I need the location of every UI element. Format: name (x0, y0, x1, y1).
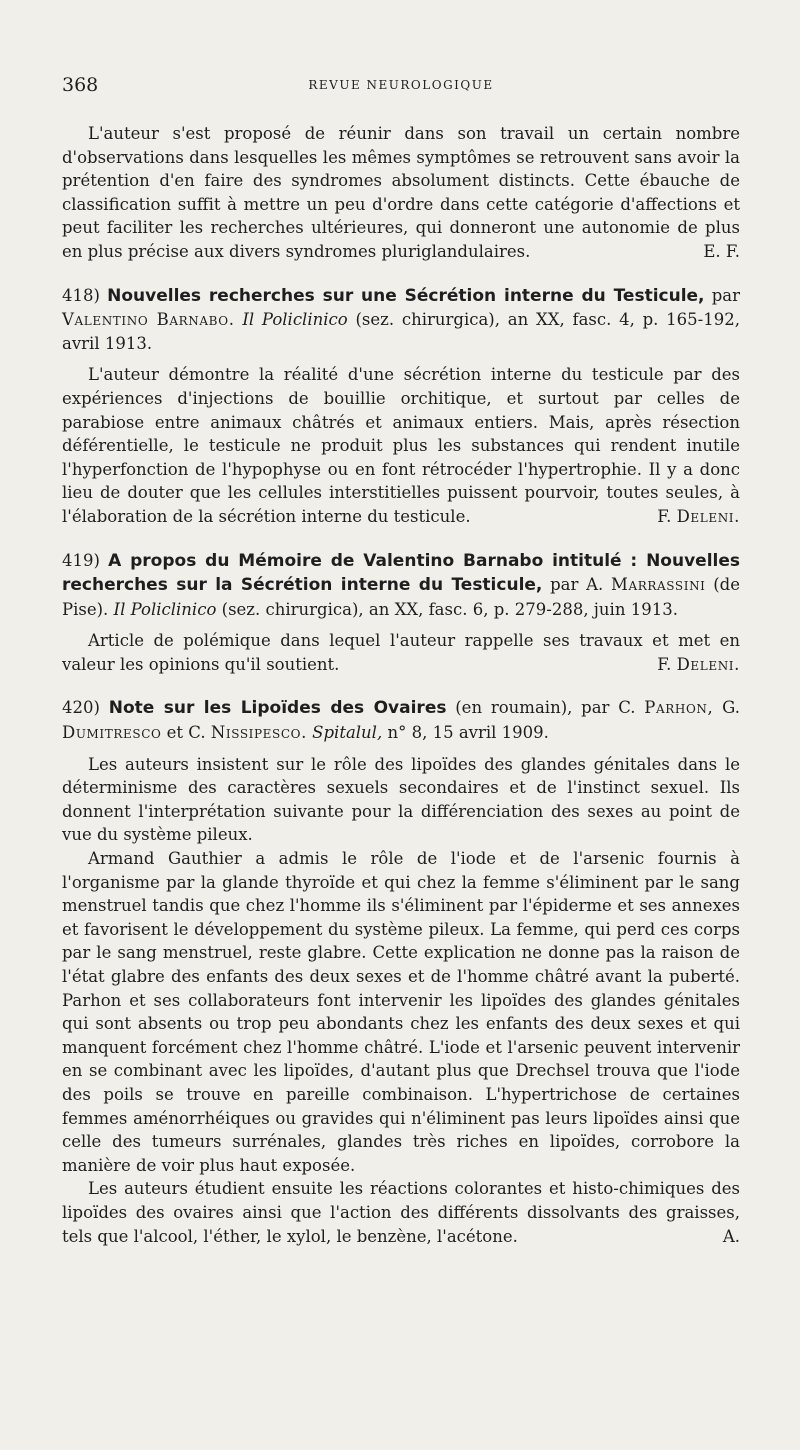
entry-419-citation: (sez. chirurgica), an XX, fasc. 6, p. 279-288, juin 1913. (221, 599, 678, 619)
entry-419-body (62, 629, 740, 676)
entry-420-number: 420) (62, 698, 100, 718)
entry-419-number: 419) (62, 550, 100, 570)
entry-418-par: par (711, 285, 740, 305)
entry-419-place: (de Pise). (62, 575, 740, 619)
entry-420-author-1: Parhon, (644, 698, 714, 718)
entry-420-et-c: et C. (166, 723, 206, 743)
entry-420-paragraph-2: Armand Gauthier a admis le rôle de l'iode et de l'arsenic fournis à l'organisme par la glande thyroïde et qui chez la femme s'éliminent par le sang menstruel tandis que chez l'homme ils s'éliminent par l'épiderme et ses annexes et favorisent le développement du système pileux. La femme, qui perd ces corps par le sang menstruel, reste glabre. Cette explication ne donne pas la raison de l'état glabre des enfants des deux sexes et de l'homme châtré avant la puberté. Parhon et ses collaborateurs font intervenir les lipoïdes des glandes génitales qui sont absents ou trop peu abondants chez les enfants des deux sexes et qui manquent forcément chez l'homme châtré. L'iode et l'arsenic peuvent intervenir en se combinant avec les lipoïdes, d'autant plus que Drechsel trouva que l'iode des poils se trouve en pareille combinaison. L'hypertrichose de certaines femmes aménorrhéiques ou gravides qui n'éliminent pas leurs lipoïdes ainsi que celle des tumeurs surrénales, glandes très riches en lipoïdes, corrobore la manière de voir plus haut exposée. (62, 849, 740, 1175)
entry-420-paragraph-3 (62, 1177, 740, 1248)
entry-418-journal: Il Policlinico (242, 310, 348, 330)
running-title: REVUE NEUROLOGIQUE (308, 78, 494, 92)
entry-420 (62, 696, 740, 1248)
entry-420-initial-g: G. (722, 698, 740, 718)
entry-420-text-3: Les auteurs étudient ensuite les réactions colorantes et histo-chimiques des lipoïdes des ovaires ainsi que l'action des différents dissolvants des graisses, tels que l'alcool, l'éther, le xylol, le benzène, l'acétone. (62, 1179, 740, 1246)
page-header (62, 74, 740, 100)
entry-418-signature-initial: F. (657, 506, 672, 526)
entry-420-paragraph-1: Les auteurs insistent sur le rôle des lipoïdes des glandes génitales dans le déterminisme des caractères sexuels secondaires et de l'instinct sexuel. Ils donnent l'interprétation suivante pour la différenciation des sexes au point de vue du système pileux. (62, 754, 740, 845)
entry-418-heading (62, 284, 740, 356)
intro-paragraph (62, 122, 740, 264)
entry-419-signature-initial: F. (657, 654, 672, 674)
intro-signature: E. F. (703, 241, 740, 261)
entry-418 (62, 284, 740, 529)
entry-420-author-3: Nissipesco. (210, 723, 307, 743)
entry-420-lang-par: (en roumain), par C. (455, 698, 636, 718)
page-number: 368 (62, 74, 99, 96)
entry-418-text: L'auteur démontre la réalité d'une sécrétion interne du testicule par des expériences d'injections de bouillie orchitique, et surtout par celles de parabiose entre animaux châtrés et animaux entiers. Mais, après résection déférentielle, le testicule ne produit plus les substances qui rendent inutile l'hyperfonction de l'hypophyse ou en font rétrocéder l'hypertrophie. Il y a donc lieu de douter que les cellules interstitielles puissent pourvoir, toutes seules, à l'élaboration de la sécrétion interne du testicule. (62, 365, 740, 526)
entry-418-author: Valentino Barnabo. (62, 310, 235, 330)
entry-418-body (62, 363, 740, 528)
entry-419-text: Article de polémique dans lequel l'auteur rappelle ses travaux et met en valeur les opinions qu'il soutient. (62, 631, 740, 674)
entry-418-signature (619, 505, 740, 529)
entry-418-number: 418) (62, 285, 100, 305)
entry-420-author-2: Dumitresco (62, 723, 162, 743)
entry-418-citation: (sez. chirurgica), an XX, fasc. 4, p. 165-192, avril 1913. (62, 310, 740, 353)
entry-420-journal: Spitalul, (312, 723, 383, 743)
entry-419-journal: Il Policlinico (113, 599, 217, 619)
intro-text: L'auteur s'est proposé de réunir dans son travail un certain nombre d'observations dans lesquelles les mêmes symptômes se retrouvent sans avoir la prétention d'en faire des syndromes absolument distincts. Cette ébauche de classification suffit à mettre un peu d'ordre dans cette catégorie d'affections et peut faciliter les recherches ultérieures, qui donneront une autonomie de plus en plus précise aux divers syndromes pluriglandulaires. (62, 124, 740, 261)
entry-419-signature (619, 653, 740, 677)
entry-419-par: par A. (550, 575, 604, 595)
entry-420-citation: n° 8, 15 avril 1909. (387, 723, 549, 743)
entry-419-author: Marrassini (611, 575, 706, 595)
page-content (62, 122, 740, 1248)
entry-418-title: Nouvelles recherches sur une Sécrétion interne du Testicule, (107, 285, 705, 306)
entry-420-signature: A. (722, 1226, 740, 1246)
entry-419-title: A propos du Mémoire de Valentino Barnabo intitulé : Nouvelles recherches sur la Sécrétion interne du Testicule, (62, 550, 740, 596)
entry-419-heading (62, 549, 740, 622)
entry-420-title: Note sur les Lipoïdes des Ovaires (108, 698, 447, 719)
entry-420-heading (62, 696, 740, 744)
entry-419 (62, 549, 740, 677)
entry-418-signature-name: Deleni. (676, 506, 740, 526)
entry-419-signature-name: Deleni. (676, 654, 740, 674)
